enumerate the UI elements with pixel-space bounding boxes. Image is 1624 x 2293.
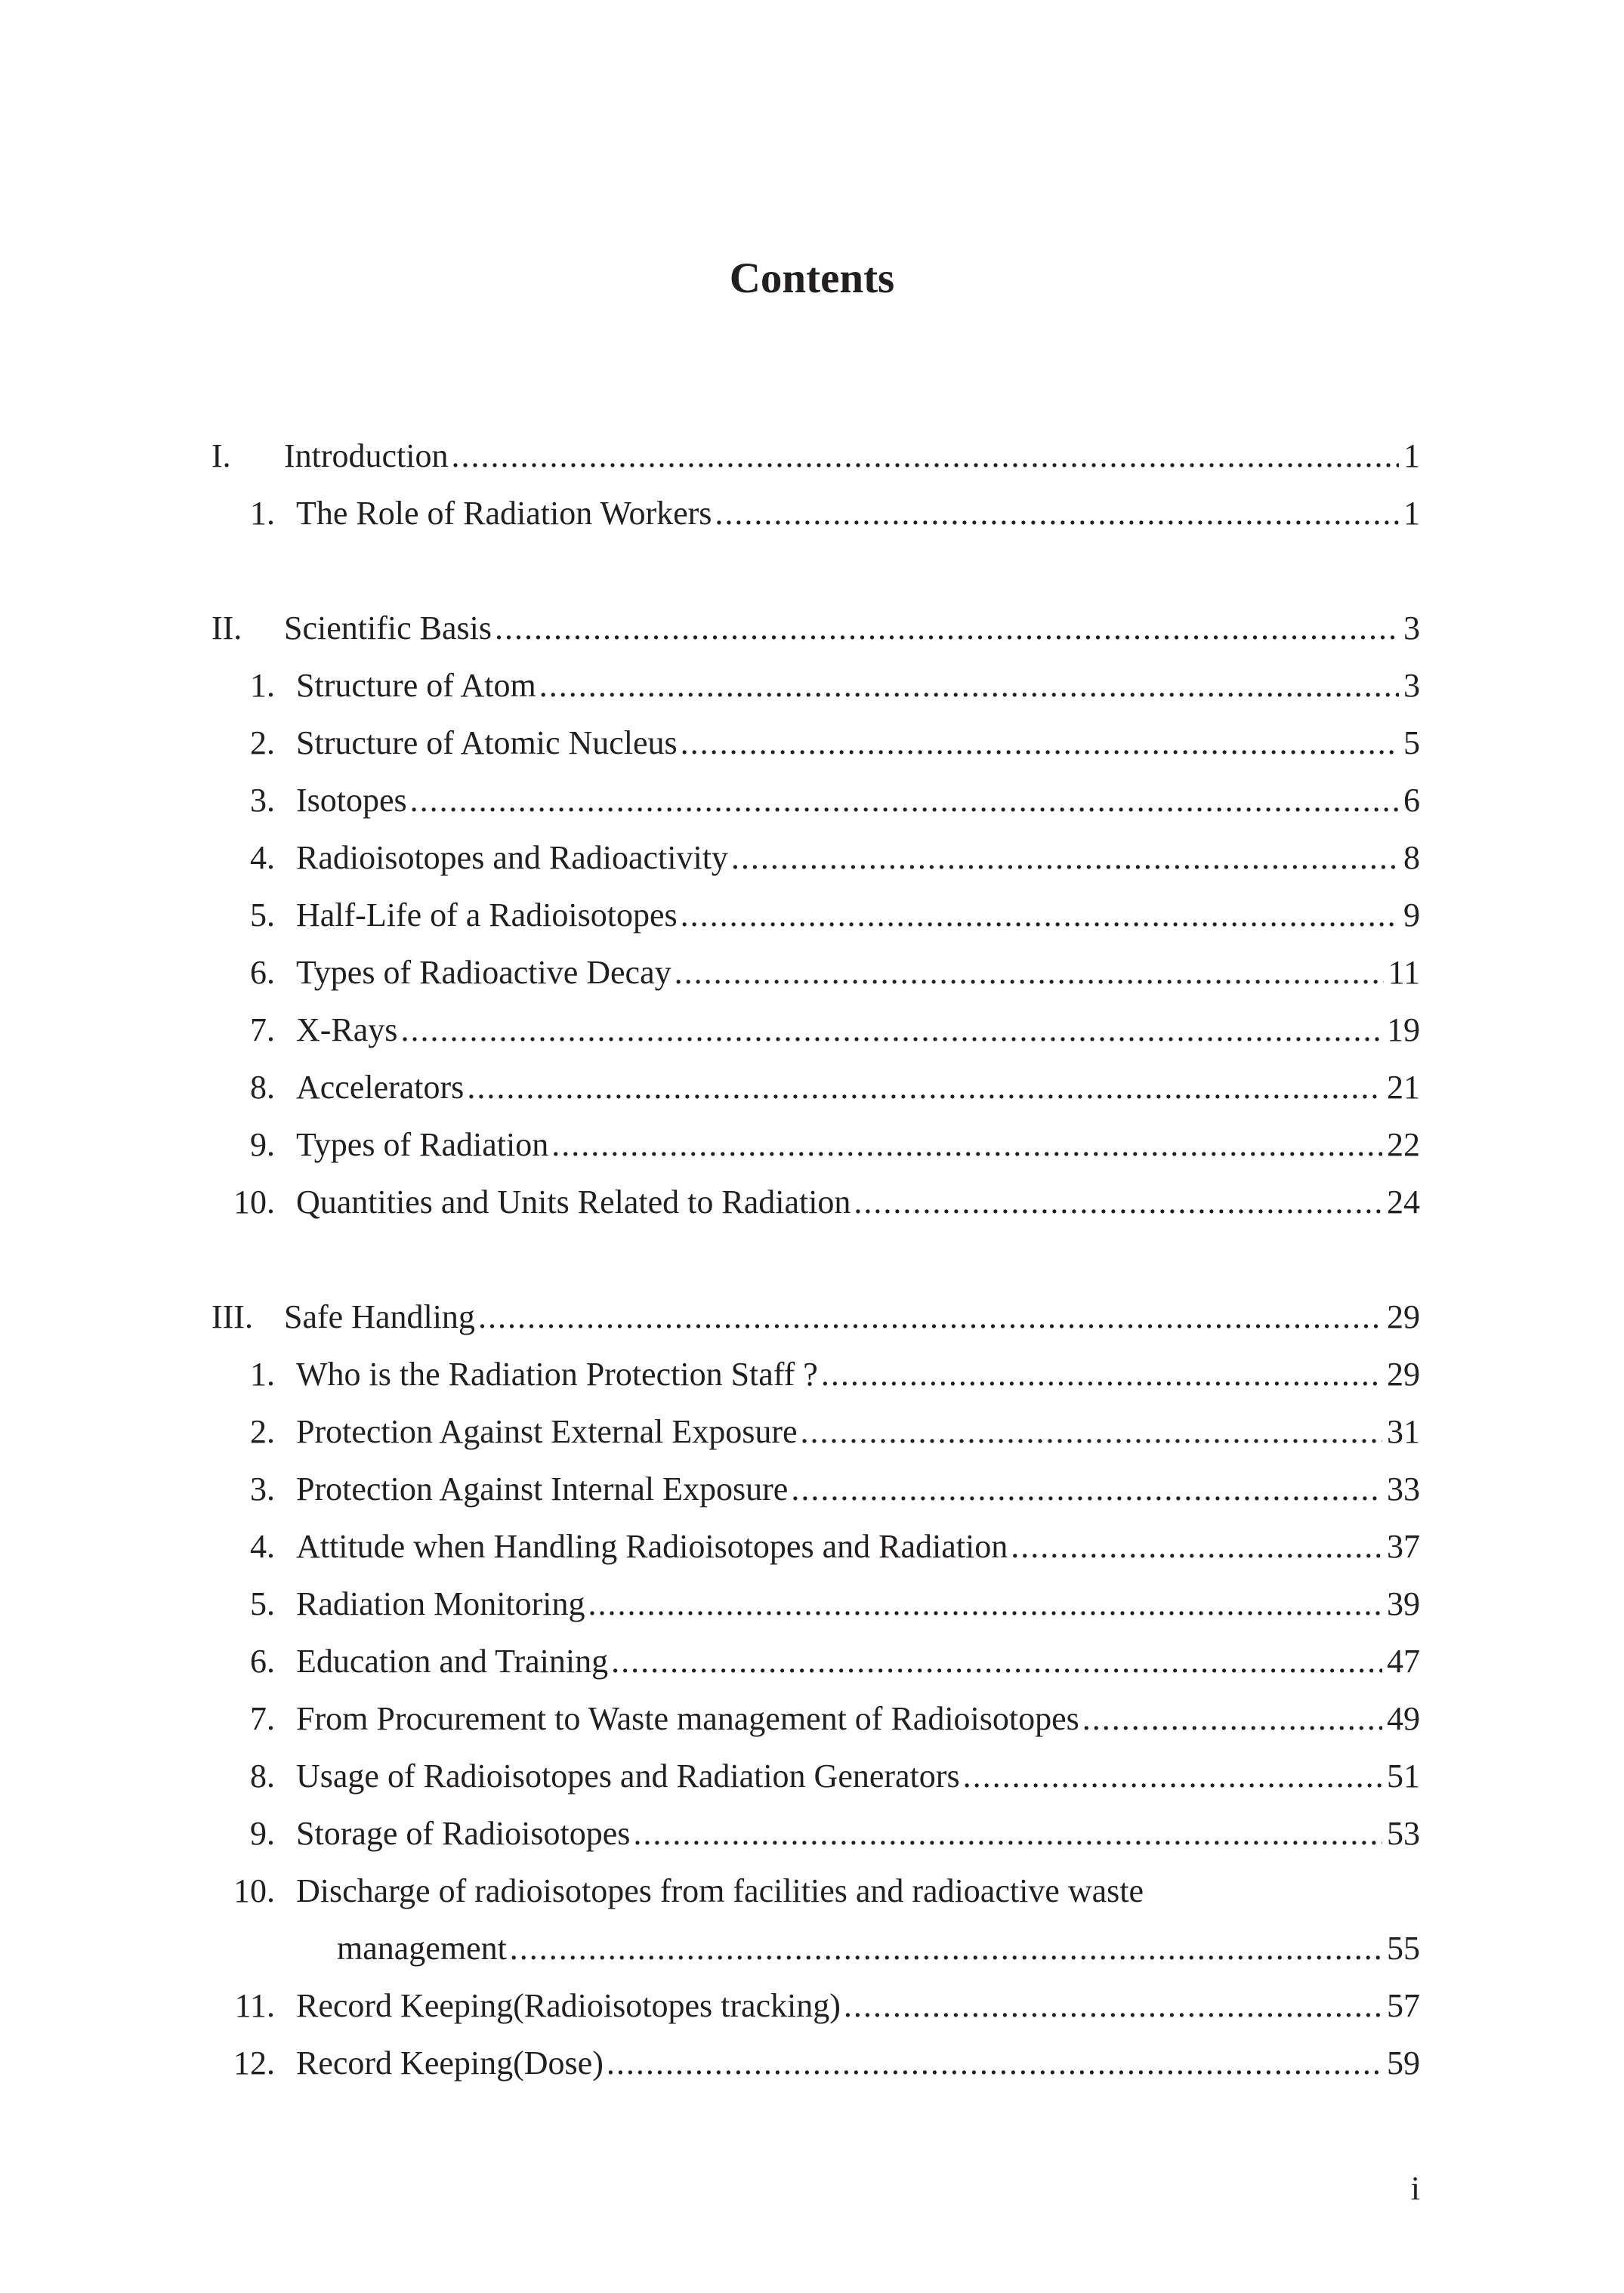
- footer-page-number: i: [1410, 2170, 1420, 2207]
- entry-title-continuation: management: [337, 1930, 507, 1967]
- toc-entry[interactable]: [211, 714, 1420, 772]
- dot-leader: [410, 772, 1399, 829]
- toc-entry-continuation[interactable]: [211, 1920, 1420, 1977]
- toc-entry[interactable]: [211, 1575, 1420, 1633]
- entry-page: 39: [1387, 1585, 1420, 1622]
- entry-page: 22: [1387, 1126, 1420, 1163]
- entry-number: 3.: [250, 782, 275, 819]
- entry-title: The Role of Radiation Workers: [296, 495, 712, 532]
- entry-page: 47: [1387, 1643, 1420, 1680]
- entry-page: 51: [1387, 1758, 1420, 1795]
- toc-entry[interactable]: [211, 1059, 1420, 1116]
- dot-leader: [791, 1461, 1382, 1518]
- entry-page: 29: [1387, 1356, 1420, 1393]
- dot-leader: [588, 1575, 1382, 1633]
- entry-number: 9.: [250, 1815, 275, 1852]
- dot-leader: [715, 485, 1399, 542]
- entry-title: Types of Radioactive Decay: [296, 954, 672, 991]
- entry-title: Quantities and Units Related to Radiation: [296, 1184, 851, 1221]
- entry-number: 2.: [250, 724, 275, 761]
- entry-number: 1.: [250, 1356, 275, 1393]
- toc-section[interactable]: [211, 1288, 1420, 1346]
- entry-number: 2.: [250, 1413, 275, 1450]
- dot-leader: [801, 1403, 1382, 1461]
- toc-entry[interactable]: [211, 1174, 1420, 1231]
- entry-number: 11.: [234, 1987, 275, 2024]
- entry-number: 1.: [250, 667, 275, 704]
- toc-entry[interactable]: [211, 829, 1420, 887]
- entry-number: 4.: [250, 1528, 275, 1565]
- toc-entry[interactable]: [211, 1633, 1420, 1690]
- toc-entry[interactable]: [211, 657, 1420, 714]
- entry-title: Record Keeping(Dose): [296, 2045, 604, 2082]
- toc-entry[interactable]: [211, 944, 1420, 1001]
- entry-page: 53: [1387, 1815, 1420, 1852]
- entry-number: 10.: [233, 1872, 275, 1909]
- toc-entry[interactable]: [211, 485, 1420, 542]
- entry-number: 7.: [250, 1700, 275, 1737]
- section-page: 3: [1403, 610, 1420, 647]
- section-title: Safe Handling: [284, 1298, 475, 1335]
- entry-page: 57: [1387, 1987, 1420, 2024]
- toc-entry[interactable]: [211, 887, 1420, 944]
- entry-page: 31: [1387, 1413, 1420, 1450]
- entry-page: 11: [1388, 954, 1420, 991]
- toc-section[interactable]: [211, 600, 1420, 657]
- entry-number: 12.: [233, 2045, 275, 2082]
- dot-leader: [963, 1748, 1382, 1805]
- toc-entry[interactable]: [211, 1690, 1420, 1748]
- entry-title: X-Rays: [296, 1011, 398, 1048]
- dot-leader: [1082, 1690, 1382, 1748]
- entry-page: 3: [1403, 667, 1420, 704]
- section-number: II.: [211, 610, 242, 647]
- entry-title: Storage of Radioisotopes: [296, 1815, 631, 1852]
- toc-section[interactable]: [211, 427, 1420, 485]
- entry-title: Record Keeping(Radioisotopes tracking): [296, 1987, 841, 2024]
- entry-number: 7.: [250, 1011, 275, 1048]
- toc-entry[interactable]: [211, 1116, 1420, 1174]
- entry-title: Structure of Atom: [296, 667, 536, 704]
- entry-page: 37: [1387, 1528, 1420, 1565]
- dot-leader: [478, 1288, 1382, 1346]
- entry-title: Isotopes: [296, 782, 407, 819]
- entry-page: 55: [1387, 1930, 1420, 1967]
- dot-leader: [467, 1059, 1382, 1116]
- entry-title: Attitude when Handling Radioisotopes and Radiation: [296, 1528, 1008, 1565]
- entry-page: 5: [1403, 724, 1420, 761]
- entry-number: 5.: [250, 1585, 275, 1622]
- section-number: I.: [211, 437, 231, 474]
- entry-title: Accelerators: [296, 1069, 465, 1106]
- table-of-contents: [211, 427, 1420, 2092]
- dot-leader: [633, 1805, 1382, 1862]
- entry-title: Education and Training: [296, 1643, 609, 1680]
- entry-title: Protection Against Internal Exposure: [296, 1471, 789, 1508]
- dot-leader: [510, 1920, 1382, 1977]
- entry-page: 33: [1387, 1471, 1420, 1508]
- toc-entry[interactable]: [211, 2035, 1420, 2092]
- entry-page: 49: [1387, 1700, 1420, 1737]
- entry-number: 4.: [250, 839, 275, 876]
- entry-title: Radioisotopes and Radioactivity: [296, 839, 728, 876]
- entry-number: 6.: [250, 954, 275, 991]
- entry-page: 59: [1387, 2045, 1420, 2082]
- entry-title: Types of Radiation: [296, 1126, 549, 1163]
- section-page: 1: [1403, 437, 1420, 474]
- dot-leader: [681, 887, 1399, 944]
- dot-leader: [681, 714, 1399, 772]
- dot-leader: [551, 1116, 1382, 1174]
- entry-number: 10.: [233, 1184, 275, 1221]
- section-page: 29: [1387, 1298, 1420, 1335]
- entry-title: Half-Life of a Radioisotopes: [296, 897, 678, 934]
- toc-entry[interactable]: [211, 1805, 1420, 1862]
- entry-page: 1: [1403, 495, 1420, 532]
- dot-leader: [844, 1977, 1382, 2035]
- toc-entry[interactable]: [211, 1403, 1420, 1461]
- dot-leader: [1011, 1518, 1382, 1575]
- dot-leader: [675, 944, 1384, 1001]
- entry-number: 1.: [250, 495, 275, 532]
- section-number: III.: [211, 1298, 253, 1335]
- dot-leader: [821, 1346, 1382, 1403]
- entry-title: From Procurement to Waste management of Radioisotopes: [296, 1700, 1079, 1737]
- entry-page: 6: [1403, 782, 1420, 819]
- section-title: Introduction: [284, 437, 449, 474]
- entry-number: 5.: [250, 897, 275, 934]
- entry-title: Radiation Monitoring: [296, 1585, 585, 1622]
- entry-title: Protection Against External Exposure: [296, 1413, 798, 1450]
- entry-page: 19: [1387, 1011, 1420, 1048]
- section-title: Scientific Basis: [284, 610, 492, 647]
- dot-leader: [452, 427, 1399, 485]
- toc-entry[interactable]: [211, 1748, 1420, 1805]
- entry-title: Structure of Atomic Nucleus: [296, 724, 678, 761]
- toc-entry[interactable]: [211, 1461, 1420, 1518]
- entry-page: 8: [1403, 839, 1420, 876]
- dot-leader: [607, 2035, 1382, 2092]
- entry-page: 9: [1403, 897, 1420, 934]
- entry-number: 6.: [250, 1643, 275, 1680]
- entry-title: Usage of Radioisotopes and Radiation Generators: [296, 1758, 960, 1795]
- toc-entry[interactable]: [211, 1346, 1420, 1403]
- entry-number: 8.: [250, 1758, 275, 1795]
- toc-entry[interactable]: [211, 1518, 1420, 1575]
- toc-entry[interactable]: [211, 1862, 1420, 1920]
- page-title: Contents: [729, 255, 895, 302]
- dot-leader: [611, 1633, 1382, 1690]
- entry-number: 8.: [250, 1069, 275, 1106]
- entry-page: 21: [1387, 1069, 1420, 1106]
- dot-leader: [731, 829, 1399, 887]
- toc-entry[interactable]: [211, 1001, 1420, 1059]
- entry-page: 24: [1387, 1184, 1420, 1221]
- dot-leader: [854, 1174, 1382, 1231]
- entry-title: Who is the Radiation Protection Staff ?: [296, 1356, 818, 1393]
- dot-leader: [495, 600, 1399, 657]
- toc-entry[interactable]: [211, 772, 1420, 829]
- dot-leader: [400, 1001, 1382, 1059]
- dot-leader: [539, 657, 1399, 714]
- entry-number: 9.: [250, 1126, 275, 1163]
- entry-title: Discharge of radioisotopes from facilities and radioactive waste: [296, 1872, 1144, 1909]
- entry-number: 3.: [250, 1471, 275, 1508]
- toc-entry[interactable]: [211, 1977, 1420, 2035]
